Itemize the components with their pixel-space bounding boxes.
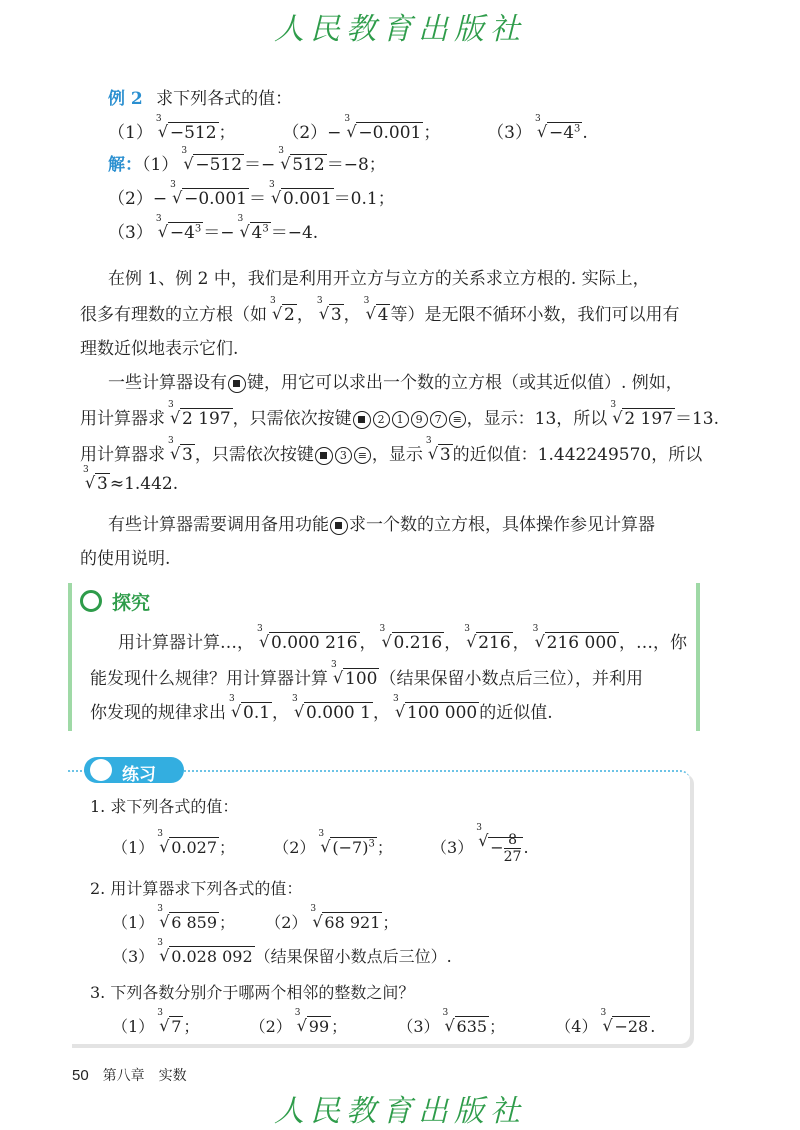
practice-q2: 2. 用计算器求下列各式的值： (90, 879, 303, 898)
cube-root: 3 √ 99 (294, 1008, 330, 1036)
s3-exp: 3 (194, 223, 202, 235)
cube-root: 3 √ 2 197 (168, 400, 231, 429)
fraction (504, 832, 522, 865)
cube-root: 3 √ 3 (316, 296, 342, 325)
q2-a: 6 859 (171, 913, 217, 932)
practice-q1: 1. 求下列各式的值： (90, 797, 239, 816)
s1-label: （1） (142, 155, 179, 175)
para2-l3r2: 3 (439, 445, 451, 465)
practice-label: 练习 (122, 765, 156, 784)
cube-root: 3 √ −512 (181, 146, 243, 175)
explore-l3a: 你发现的规律求出 (90, 703, 226, 723)
para3-line2: 的使用说明. (80, 549, 171, 569)
para2-r2: 2 197 (624, 409, 673, 429)
practice-q3: 3. 下列各数分别介于哪两个相邻的整数之间？ (90, 983, 415, 1002)
key-9-icon: 9 (411, 411, 428, 428)
practice-q2-items-2 (112, 938, 452, 967)
explore-l1a: 用计算器计算…， (118, 633, 254, 653)
s1-end: ＝−8； (326, 155, 386, 175)
cube-root: 3 √ 0.000 216 (257, 624, 358, 653)
q2-b: 68 921 (324, 913, 381, 932)
para2-l1a: 一些计算器设有 (108, 373, 227, 393)
cube-root: 3 √ 3 (168, 436, 193, 465)
para2-l2b: ，只需依次按键 (232, 409, 352, 429)
p-label-1: （1） (112, 838, 155, 857)
cube-root: 3 √ 0.1 (229, 694, 271, 723)
key-3-icon: 3 (335, 447, 352, 464)
semi: ； (219, 838, 236, 857)
cube-root: 3 √ −28 (600, 1008, 649, 1036)
para2-line4 (80, 465, 670, 494)
para2-line2 (80, 400, 720, 429)
q3-b: 99 (308, 1017, 330, 1036)
q3-label: （3） (487, 123, 532, 143)
cube-root: 3 √ 3 (83, 465, 108, 494)
para1-r1: 2 (284, 305, 295, 325)
example-prompt: 求下列各式的值： (156, 89, 293, 109)
q1-end: ； (218, 123, 236, 143)
cube-root: 3 √ 216 (464, 624, 511, 653)
s1-arg2: 512 (292, 155, 325, 175)
s3-base: −4 (169, 223, 195, 243)
explore-r4: 216 000 (546, 633, 617, 653)
cube-root: 3 √ $(-7)^3$ (318, 829, 375, 857)
cube-root: 3 √ $-4^3$ (155, 214, 202, 243)
semi: ； (331, 1017, 348, 1036)
q3-end: . (582, 123, 588, 143)
cube-root: 3 √ 0.028 092 (157, 938, 253, 966)
q1-label: （1） (108, 123, 153, 143)
cube-root-key-icon (315, 447, 333, 465)
semi: ； (382, 913, 399, 932)
dot: . (650, 1017, 656, 1036)
q2-end: ； (423, 123, 441, 143)
explore-r7: 0.000 1 (306, 703, 371, 723)
p-label-3: （3） (397, 1017, 440, 1036)
para2-l2c: ，显示：13，所以 (466, 409, 608, 429)
page-number: 50 (72, 1067, 89, 1084)
explore-line2 (90, 660, 680, 689)
para1-l2a: 很多有理数的立方根（如 (80, 305, 267, 325)
s2-mid: ＝ (249, 189, 266, 209)
explore-l2a: 能发现什么规律？用计算器计算 (90, 669, 328, 689)
para1-line2: 很多有理数的立方根（如 3 √ 2 ， 3 √ 3 ， 3 √ 4 等）是无限不循环小数，我们可以用有 (80, 296, 680, 325)
explore-r3: 216 (478, 633, 511, 653)
s3-base2: 4 (251, 223, 263, 243)
p-label-2: （2） (265, 913, 308, 932)
para3-l1a: 有些计算器需要调用备用功能 (108, 515, 329, 535)
cube-root: 3 √ 0.216 (379, 624, 443, 653)
cube-root: 3 √ 0.027 (157, 829, 217, 857)
explore-l1b: ，…，你 (618, 633, 687, 653)
para2-l3a: 用计算器求 (80, 445, 165, 465)
para1-r3: 4 (377, 305, 389, 325)
solution-line-2 (108, 180, 395, 209)
cube-root: 3 √ − $\frac{8}{27}$ (476, 823, 522, 865)
explore-l2b: （结果保留小数点后三位），并利用 (379, 669, 643, 689)
explore-title: 探究 (112, 593, 151, 614)
q1-b-base: (−7) (332, 838, 369, 857)
cube-root: 3 √ 6 859 (157, 904, 217, 932)
cube-root: 3 √ $-4^3$ (534, 114, 581, 143)
cube-root: 3 √ 3 (425, 436, 451, 465)
cube-root-key-icon (228, 375, 246, 393)
cube-root: 3 √ 68 921 (310, 904, 381, 932)
cube-root: 3 √ 0.001 (269, 180, 332, 209)
p-label-1: （1） (112, 913, 155, 932)
explore-icon (80, 590, 102, 612)
para1-line1: 在例 1、例 2 中，我们是利用开立方与立方的关系求立方根的. 实际上， (108, 269, 650, 289)
cube-root: 3 √ 0.000 1 (292, 694, 371, 723)
para3-l1b: 求一个数的立方根，具体操作参见计算器 (349, 515, 655, 535)
semi: ； (489, 1017, 506, 1036)
explore-r8: 100 000 (406, 703, 478, 723)
q1-arg: −512 (169, 123, 217, 143)
example-tag: 例 2 (108, 89, 143, 109)
q2-pre: − (327, 123, 342, 143)
s2-end: ＝0.1； (333, 189, 395, 209)
para2-line3 (80, 436, 703, 465)
q2-c: 0.028 092 (171, 947, 253, 966)
key-7-icon: 7 (430, 411, 447, 428)
pencil-icon (90, 759, 112, 781)
para2-l4b: ≈1.442. (109, 474, 179, 494)
dot: . (523, 838, 529, 857)
q1-b-exp: 3 (368, 838, 375, 850)
explore-line3: 你发现的规律求出 3 √ 0.1 ， 3 √ 0.000 1 ， 3 √ 100 000 的近似值. (90, 694, 553, 723)
publisher-watermark-bottom: 人民教育出版社 (274, 1094, 526, 1129)
cube-root-key-icon (353, 411, 371, 429)
explore-l3b: 的近似值. (479, 703, 553, 723)
example-questions (108, 114, 588, 143)
p-label-2: （2） (273, 838, 316, 857)
semi: ； (183, 1017, 200, 1036)
s2-arg1: −0.001 (184, 189, 247, 209)
cube-root: 3 √ −0.001 (344, 114, 422, 143)
para2-l2a: 用计算器求 (80, 409, 165, 429)
equals-key-icon: ≡ (449, 411, 466, 428)
chapter-name: 第八章 实数 (102, 1067, 187, 1083)
cube-root: 3 √ 216 000 (532, 624, 617, 653)
practice-q1-items (112, 823, 529, 865)
para2-l2d: ＝13. (674, 409, 720, 429)
q1-c-num: 8 (504, 832, 522, 849)
solution-tag: 解： (108, 155, 142, 175)
cube-root: 3 √ $4^3$ (237, 214, 269, 243)
equals-key-icon: ≡ (354, 447, 371, 464)
example-heading (108, 84, 292, 109)
para2-l3c: ，显示 (371, 445, 423, 465)
q2-label: （2） (282, 123, 328, 143)
s1-arg1: −512 (195, 155, 243, 175)
cube-root: 3 √ 100 000 (392, 694, 478, 723)
para2-l1b: 键，用它可以求出一个数的立方根（或其近似值）. 例如， (247, 373, 683, 393)
q2-arg: −0.001 (358, 123, 422, 143)
para2-l3b: ，只需依次按键 (194, 445, 314, 465)
q3-c: 635 (456, 1017, 488, 1036)
practice-q3-items (112, 1008, 656, 1037)
q1-c-den: 27 (503, 849, 522, 865)
p-label-3: （3） (112, 947, 155, 966)
para2-line1 (108, 368, 698, 393)
explore-line1: 用计算器计算…， 3 √ 0.000 216 ， 3 √ 0.216 ， 3 √ 216 ， 3 √ 216 000 ，…，你 (118, 624, 687, 653)
practice-q2-items-1 (112, 904, 399, 933)
q2-c-note: （结果保留小数点后三位）. (254, 947, 452, 966)
key-1-icon: 1 (392, 411, 409, 428)
para2-r1: 2 197 (182, 409, 231, 429)
q3-exp: 3 (574, 123, 581, 135)
q3-a: 7 (171, 1017, 182, 1036)
p-label-4: （4） (555, 1017, 598, 1036)
explore-r5: 100 (345, 669, 378, 689)
s2-arg2: 0.001 (283, 189, 332, 209)
cube-root: 3 √ 512 (278, 146, 325, 175)
cube-root: 3 √ 100 (331, 660, 378, 689)
solution-line-1 (108, 146, 386, 175)
cube-root: 3 √ −0.001 (170, 180, 247, 209)
cube-root: 3 √ 4 (363, 296, 389, 325)
solution-line-3 (108, 214, 319, 243)
p-label-1: （1） (112, 1017, 155, 1036)
s3-exp2: 3 (262, 223, 269, 235)
p-label-3: （3） (431, 838, 474, 857)
para1-l2b: 等）是无限不循环小数，我们可以用有 (390, 305, 680, 325)
p-label-2: （2） (249, 1017, 292, 1036)
explore-r2: 0.216 (393, 633, 443, 653)
key-2-icon: 2 (373, 411, 390, 428)
para2-l3r: 3 (182, 445, 193, 465)
q3-d: −28 (614, 1017, 649, 1036)
s3-label: （3） (108, 223, 153, 243)
cube-root: 3 √ 635 (442, 1008, 488, 1036)
para2-l3d: 的近似值：1.442249570，所以 (452, 445, 703, 465)
para2-l4r: 3 (97, 474, 108, 494)
cube-root: 3 √ 2 197 (610, 400, 673, 429)
s2-label: （2） (108, 189, 153, 209)
s1-mid: ＝− (244, 155, 276, 175)
publisher-watermark-top: 人民教育出版社 (274, 12, 526, 47)
semi: ； (219, 913, 236, 932)
para1-line3: 理数近似地表示它们. (80, 339, 239, 359)
para3-line1 (108, 510, 698, 535)
cube-root-key-icon (330, 517, 348, 535)
explore-r1: 0.000 216 (271, 633, 358, 653)
cube-root: 3 √ −512 (155, 114, 217, 143)
cube-root: 3 √ 7 (157, 1008, 182, 1036)
s2-pre: − (152, 189, 168, 209)
semi: ； (376, 838, 393, 857)
cube-root: 3 √ 2 (270, 296, 295, 325)
q1-a: 0.027 (171, 838, 217, 857)
explore-r6: 0.1 (243, 703, 271, 723)
s3-mid: ＝− (203, 223, 235, 243)
q3-base: −4 (548, 123, 575, 143)
s3-end: ＝−4. (270, 223, 319, 243)
para1-r2: 3 (330, 305, 342, 325)
page-footer (72, 1065, 187, 1085)
